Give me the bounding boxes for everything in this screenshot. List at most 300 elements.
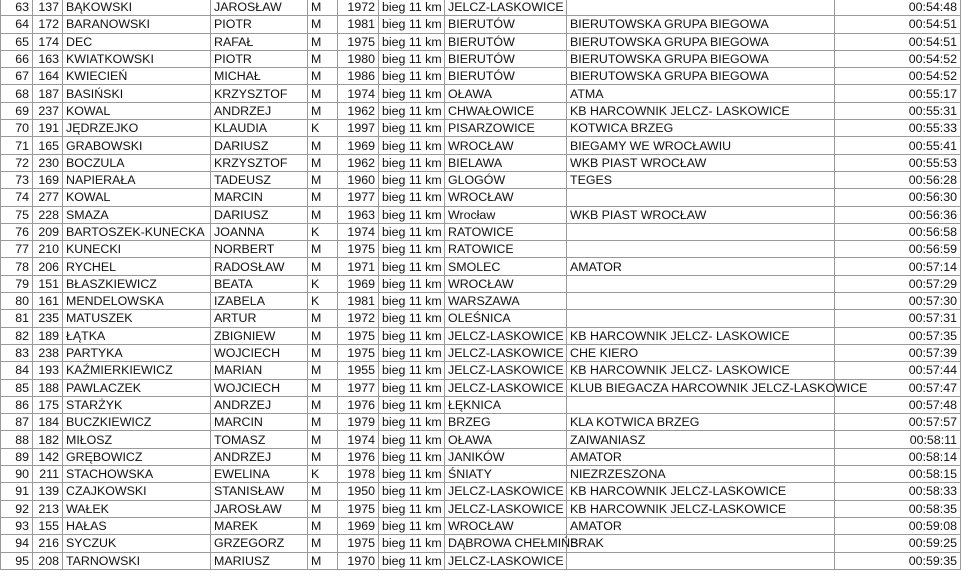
club-cell: BIERUTOWSKA GRUPA BIEGOWA: [567, 16, 835, 33]
surname-cell: GRABOWSKI: [63, 137, 211, 154]
place-cell: 91: [1, 483, 33, 500]
city-cell: Wrocław: [445, 206, 567, 223]
bib-cell: 174: [33, 33, 63, 50]
surname-cell: SYCZUK: [63, 535, 211, 552]
bib-cell: 184: [33, 414, 63, 431]
surname-cell: STARŻYK: [63, 396, 211, 413]
table-row: [1, 33, 961, 50]
club-cell: KB HARCOWNIK JELCZ-LASKOWICE: [567, 483, 835, 500]
city-cell: JELCZ-LASKOWICE: [445, 327, 567, 344]
race-cell: bieg 11 km: [379, 241, 445, 258]
bib-cell: 213: [33, 500, 63, 517]
city-cell: BIERUTÓW: [445, 50, 567, 67]
bib-cell: 169: [33, 171, 63, 188]
place-cell: 70: [1, 120, 33, 137]
table-row: [1, 414, 961, 431]
club-cell: KLUB BIEGACZA HARCOWNIK JELCZ-LASKOWICE: [567, 379, 835, 396]
firstname-cell: ANDRZEJ: [211, 396, 308, 413]
bib-cell: 209: [33, 223, 63, 240]
bib-cell: 206: [33, 258, 63, 275]
table-row: [1, 241, 961, 258]
bib-cell: 238: [33, 344, 63, 361]
surname-cell: PAWLACZEK: [63, 379, 211, 396]
year-cell: 1971: [338, 258, 379, 275]
surname-cell: BŁASZKIEWICZ: [63, 275, 211, 292]
time-cell: 00:58:33: [835, 483, 961, 500]
city-cell: RATOWICE: [445, 223, 567, 240]
time-cell: 00:59:08: [835, 517, 961, 534]
table-row: [1, 258, 961, 275]
race-cell: bieg 11 km: [379, 171, 445, 188]
firstname-cell: PIOTR: [211, 50, 308, 67]
surname-cell: KOWAL: [63, 102, 211, 119]
firstname-cell: MARCIN: [211, 414, 308, 431]
firstname-cell: MARIAN: [211, 362, 308, 379]
time-cell: 00:56:58: [835, 223, 961, 240]
bib-cell: 161: [33, 293, 63, 310]
club-cell: ZAIWANIASZ: [567, 431, 835, 448]
firstname-cell: ANDRZEJ: [211, 102, 308, 119]
time-cell: 00:55:53: [835, 154, 961, 171]
firstname-cell: IZABELA: [211, 293, 308, 310]
city-cell: JELCZ-LASKOWICE: [445, 552, 567, 569]
sex-cell: M: [308, 154, 338, 171]
bib-cell: 216: [33, 535, 63, 552]
time-cell: 00:57:29: [835, 275, 961, 292]
table-row: [1, 120, 961, 137]
year-cell: 1981: [338, 16, 379, 33]
sex-cell: M: [308, 310, 338, 327]
club-cell: ATMA: [567, 85, 835, 102]
year-cell: 1975: [338, 327, 379, 344]
table-row: [1, 327, 961, 344]
place-cell: 95: [1, 552, 33, 569]
city-cell: OŁAWA: [445, 431, 567, 448]
place-cell: 85: [1, 379, 33, 396]
place-cell: 84: [1, 362, 33, 379]
sex-cell: M: [308, 344, 338, 361]
table-row: [1, 293, 961, 310]
place-cell: 77: [1, 241, 33, 258]
table-row: [1, 68, 961, 85]
city-cell: JELCZ-LASKOWICE: [445, 0, 567, 16]
time-cell: 00:56:36: [835, 206, 961, 223]
surname-cell: JĘDRZEJKO: [63, 120, 211, 137]
year-cell: 1950: [338, 483, 379, 500]
race-cell: bieg 11 km: [379, 120, 445, 137]
city-cell: OLEŚNICA: [445, 310, 567, 327]
city-cell: SMOLEC: [445, 258, 567, 275]
surname-cell: BASIŃSKI: [63, 85, 211, 102]
city-cell: ŚNIATY: [445, 466, 567, 483]
bib-cell: 172: [33, 16, 63, 33]
firstname-cell: MARCIN: [211, 189, 308, 206]
bib-cell: 208: [33, 552, 63, 569]
time-cell: 00:58:35: [835, 500, 961, 517]
club-cell: NIEZRZESZONA: [567, 466, 835, 483]
race-cell: bieg 11 km: [379, 466, 445, 483]
surname-cell: PARTYKA: [63, 344, 211, 361]
firstname-cell: RADOSŁAW: [211, 258, 308, 275]
time-cell: 00:59:35: [835, 552, 961, 569]
sex-cell: M: [308, 68, 338, 85]
surname-cell: NAPIERAŁA: [63, 171, 211, 188]
surname-cell: HAŁAS: [63, 517, 211, 534]
bib-cell: 230: [33, 154, 63, 171]
table-row: [1, 50, 961, 67]
surname-cell: KOWAL: [63, 189, 211, 206]
club-cell: [567, 310, 835, 327]
club-cell: [567, 396, 835, 413]
club-cell: [567, 275, 835, 292]
city-cell: RATOWICE: [445, 241, 567, 258]
city-cell: BRZEG: [445, 414, 567, 431]
club-cell: BIERUTOWSKA GRUPA BIEGOWA: [567, 68, 835, 85]
time-cell: 00:54:48: [835, 0, 961, 16]
firstname-cell: PIOTR: [211, 16, 308, 33]
table-row: [1, 344, 961, 361]
year-cell: 1972: [338, 0, 379, 16]
race-cell: bieg 11 km: [379, 293, 445, 310]
club-cell: [567, 552, 835, 569]
time-cell: 00:55:41: [835, 137, 961, 154]
table-row: [1, 137, 961, 154]
club-cell: TEGES: [567, 171, 835, 188]
year-cell: 1981: [338, 293, 379, 310]
surname-cell: MENDELOWSKA: [63, 293, 211, 310]
firstname-cell: ANDRZEJ: [211, 448, 308, 465]
year-cell: 1960: [338, 171, 379, 188]
table-row: [1, 500, 961, 517]
club-cell: KLA KOTWICA BRZEG: [567, 414, 835, 431]
year-cell: 1997: [338, 120, 379, 137]
table-row: [1, 223, 961, 240]
sex-cell: M: [308, 0, 338, 16]
firstname-cell: WOJCIECH: [211, 344, 308, 361]
club-cell: [567, 241, 835, 258]
sex-cell: M: [308, 362, 338, 379]
club-cell: BRAK: [567, 535, 835, 552]
time-cell: 00:54:51: [835, 16, 961, 33]
surname-cell: BARANOWSKI: [63, 16, 211, 33]
race-cell: bieg 11 km: [379, 379, 445, 396]
year-cell: 1975: [338, 241, 379, 258]
sex-cell: M: [308, 327, 338, 344]
surname-cell: KAŹMIERKIEWICZ: [63, 362, 211, 379]
club-cell: [567, 223, 835, 240]
bib-cell: 210: [33, 241, 63, 258]
bib-cell: 142: [33, 448, 63, 465]
city-cell: JANIKÓW: [445, 448, 567, 465]
bib-cell: 193: [33, 362, 63, 379]
race-cell: bieg 11 km: [379, 102, 445, 119]
sex-cell: M: [308, 16, 338, 33]
time-cell: 00:55:17: [835, 85, 961, 102]
city-cell: BIELAWA: [445, 154, 567, 171]
sex-cell: K: [308, 293, 338, 310]
bib-cell: 211: [33, 466, 63, 483]
place-cell: 69: [1, 102, 33, 119]
time-cell: 00:57:44: [835, 362, 961, 379]
race-cell: bieg 11 km: [379, 517, 445, 534]
race-cell: bieg 11 km: [379, 33, 445, 50]
year-cell: 1963: [338, 206, 379, 223]
city-cell: PISARZOWICE: [445, 120, 567, 137]
place-cell: 86: [1, 396, 33, 413]
year-cell: 1975: [338, 500, 379, 517]
race-cell: bieg 11 km: [379, 414, 445, 431]
city-cell: OŁAWA: [445, 85, 567, 102]
surname-cell: KWIATKOWSKI: [63, 50, 211, 67]
year-cell: 1962: [338, 154, 379, 171]
bib-cell: 228: [33, 206, 63, 223]
time-cell: 00:58:15: [835, 466, 961, 483]
city-cell: JELCZ-LASKOWICE: [445, 500, 567, 517]
place-cell: 75: [1, 206, 33, 223]
place-cell: 72: [1, 154, 33, 171]
race-cell: bieg 11 km: [379, 154, 445, 171]
place-cell: 80: [1, 293, 33, 310]
sex-cell: K: [308, 275, 338, 292]
firstname-cell: MICHAŁ: [211, 68, 308, 85]
bib-cell: 188: [33, 379, 63, 396]
city-cell: CHWAŁOWICE: [445, 102, 567, 119]
place-cell: 92: [1, 500, 33, 517]
surname-cell: BĄKOWSKI: [63, 0, 211, 16]
city-cell: WARSZAWA: [445, 293, 567, 310]
year-cell: 1975: [338, 535, 379, 552]
club-cell: [567, 293, 835, 310]
place-cell: 67: [1, 68, 33, 85]
sex-cell: M: [308, 552, 338, 569]
place-cell: 82: [1, 327, 33, 344]
surname-cell: TARNOWSKI: [63, 552, 211, 569]
time-cell: 00:56:59: [835, 241, 961, 258]
time-cell: 00:57:57: [835, 414, 961, 431]
city-cell: ŁĘKNICA: [445, 396, 567, 413]
sex-cell: M: [308, 448, 338, 465]
race-cell: bieg 11 km: [379, 0, 445, 16]
club-cell: WKB PIAST WROCŁAW: [567, 154, 835, 171]
year-cell: 1969: [338, 517, 379, 534]
table-row: [1, 310, 961, 327]
surname-cell: WAŁEK: [63, 500, 211, 517]
race-cell: bieg 11 km: [379, 258, 445, 275]
place-cell: 73: [1, 171, 33, 188]
bib-cell: 182: [33, 431, 63, 448]
firstname-cell: JAROSŁAW: [211, 0, 308, 16]
place-cell: 64: [1, 16, 33, 33]
table-row: [1, 85, 961, 102]
table-row: [1, 0, 961, 16]
firstname-cell: NORBERT: [211, 241, 308, 258]
race-cell: bieg 11 km: [379, 68, 445, 85]
place-cell: 79: [1, 275, 33, 292]
firstname-cell: DARIUSZ: [211, 137, 308, 154]
club-cell: AMATOR: [567, 258, 835, 275]
sex-cell: M: [308, 258, 338, 275]
year-cell: 1976: [338, 396, 379, 413]
place-cell: 74: [1, 189, 33, 206]
surname-cell: STACHOWSKA: [63, 466, 211, 483]
firstname-cell: MAREK: [211, 517, 308, 534]
place-cell: 63: [1, 0, 33, 16]
surname-cell: RYCHEL: [63, 258, 211, 275]
race-cell: bieg 11 km: [379, 500, 445, 517]
bib-cell: 237: [33, 102, 63, 119]
time-cell: 00:55:31: [835, 102, 961, 119]
surname-cell: KUNECKI: [63, 241, 211, 258]
race-cell: bieg 11 km: [379, 189, 445, 206]
surname-cell: MATUSZEK: [63, 310, 211, 327]
year-cell: 1974: [338, 85, 379, 102]
club-cell: [567, 0, 835, 16]
sex-cell: M: [308, 102, 338, 119]
firstname-cell: WOJCIECH: [211, 379, 308, 396]
city-cell: WROCŁAW: [445, 517, 567, 534]
firstname-cell: ARTUR: [211, 310, 308, 327]
sex-cell: M: [308, 171, 338, 188]
year-cell: 1972: [338, 310, 379, 327]
year-cell: 1975: [338, 344, 379, 361]
firstname-cell: KRZYSZTOF: [211, 154, 308, 171]
table-row: [1, 535, 961, 552]
place-cell: 93: [1, 517, 33, 534]
table-row: [1, 466, 961, 483]
firstname-cell: TADEUSZ: [211, 171, 308, 188]
place-cell: 68: [1, 85, 33, 102]
bib-cell: 163: [33, 50, 63, 67]
place-cell: 88: [1, 431, 33, 448]
firstname-cell: ZBIGNIEW: [211, 327, 308, 344]
city-cell: WROCŁAW: [445, 275, 567, 292]
surname-cell: SMAZA: [63, 206, 211, 223]
year-cell: 1969: [338, 137, 379, 154]
club-cell: KB HARCOWNIK JELCZ- LASKOWICE: [567, 102, 835, 119]
year-cell: 1955: [338, 362, 379, 379]
time-cell: 00:54:51: [835, 33, 961, 50]
club-cell: AMATOR: [567, 517, 835, 534]
race-cell: bieg 11 km: [379, 275, 445, 292]
firstname-cell: KLAUDIA: [211, 120, 308, 137]
bib-cell: 155: [33, 517, 63, 534]
city-cell: JELCZ-LASKOWICE: [445, 379, 567, 396]
year-cell: 1980: [338, 50, 379, 67]
city-cell: JELCZ-LASKOWICE: [445, 362, 567, 379]
city-cell: BIERUTÓW: [445, 16, 567, 33]
time-cell: 00:57:48: [835, 396, 961, 413]
race-cell: bieg 11 km: [379, 85, 445, 102]
table-row: [1, 362, 961, 379]
table-row: [1, 189, 961, 206]
firstname-cell: BEATA: [211, 275, 308, 292]
firstname-cell: JAROSŁAW: [211, 500, 308, 517]
firstname-cell: TOMASZ: [211, 431, 308, 448]
year-cell: 1970: [338, 552, 379, 569]
race-cell: bieg 11 km: [379, 552, 445, 569]
city-cell: GLOGÓW: [445, 171, 567, 188]
year-cell: 1975: [338, 33, 379, 50]
race-cell: bieg 11 km: [379, 431, 445, 448]
bib-cell: 151: [33, 275, 63, 292]
year-cell: 1977: [338, 189, 379, 206]
time-cell: 00:57:47: [835, 379, 961, 396]
firstname-cell: MARIUSZ: [211, 552, 308, 569]
time-cell: 00:54:52: [835, 50, 961, 67]
place-cell: 83: [1, 344, 33, 361]
club-cell: CHE KIERO: [567, 344, 835, 361]
city-cell: DĄBROWA CHEŁMIŃS: [445, 535, 567, 552]
sex-cell: M: [308, 189, 338, 206]
table-row: [1, 379, 961, 396]
sex-cell: M: [308, 85, 338, 102]
club-cell: KOTWICA BRZEG: [567, 120, 835, 137]
year-cell: 1974: [338, 223, 379, 240]
time-cell: 00:57:39: [835, 344, 961, 361]
table-row: [1, 448, 961, 465]
bib-cell: 175: [33, 396, 63, 413]
surname-cell: BUCZKIEWICZ: [63, 414, 211, 431]
sex-cell: M: [308, 517, 338, 534]
time-cell: 00:57:31: [835, 310, 961, 327]
sex-cell: M: [308, 500, 338, 517]
sex-cell: K: [308, 223, 338, 240]
time-cell: 00:59:25: [835, 535, 961, 552]
results-body: [1, 0, 961, 569]
place-cell: 94: [1, 535, 33, 552]
race-cell: bieg 11 km: [379, 327, 445, 344]
firstname-cell: DARIUSZ: [211, 206, 308, 223]
table-row: [1, 102, 961, 119]
sex-cell: M: [308, 535, 338, 552]
year-cell: 1978: [338, 466, 379, 483]
club-cell: BIERUTOWSKA GRUPA BIEGOWA: [567, 50, 835, 67]
sex-cell: M: [308, 379, 338, 396]
time-cell: 00:57:30: [835, 293, 961, 310]
place-cell: 71: [1, 137, 33, 154]
place-cell: 76: [1, 223, 33, 240]
year-cell: 1979: [338, 414, 379, 431]
sex-cell: M: [308, 396, 338, 413]
firstname-cell: GRZEGORZ: [211, 535, 308, 552]
surname-cell: ŁĄTKA: [63, 327, 211, 344]
table-row: [1, 431, 961, 448]
surname-cell: DEC: [63, 33, 211, 50]
race-cell: bieg 11 km: [379, 137, 445, 154]
sex-cell: M: [308, 483, 338, 500]
sex-cell: M: [308, 414, 338, 431]
place-cell: 78: [1, 258, 33, 275]
time-cell: 00:55:33: [835, 120, 961, 137]
club-cell: BIEGAMY WE WROCŁAWIU: [567, 137, 835, 154]
firstname-cell: JOANNA: [211, 223, 308, 240]
table-row: [1, 206, 961, 223]
table-row: [1, 517, 961, 534]
table-row: [1, 171, 961, 188]
bib-cell: 187: [33, 85, 63, 102]
time-cell: 00:56:28: [835, 171, 961, 188]
city-cell: BIERUTÓW: [445, 68, 567, 85]
year-cell: 1974: [338, 431, 379, 448]
race-cell: bieg 11 km: [379, 223, 445, 240]
surname-cell: BOCZULA: [63, 154, 211, 171]
year-cell: 1986: [338, 68, 379, 85]
race-cell: bieg 11 km: [379, 310, 445, 327]
place-cell: 65: [1, 33, 33, 50]
sex-cell: M: [308, 431, 338, 448]
city-cell: WROCŁAW: [445, 137, 567, 154]
time-cell: 00:57:35: [835, 327, 961, 344]
